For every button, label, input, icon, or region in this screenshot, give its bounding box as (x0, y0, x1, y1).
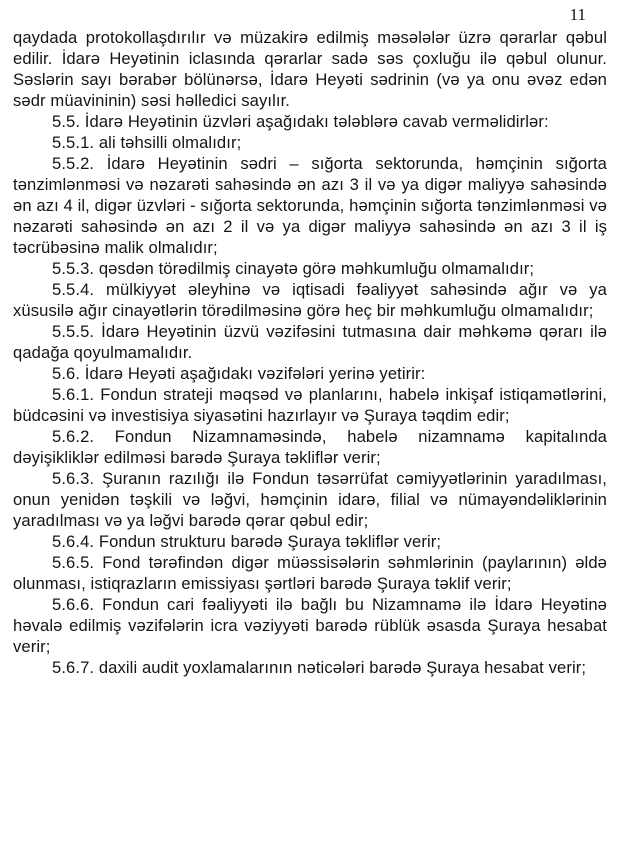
page-number: 11 (569, 5, 586, 24)
clause-5-6-6: 5.6.6. Fondun cari fəaliyyəti ilə bağlı bu Nizamnamə ilə İdarə Heyətinə həvalə edilmiş vəzifələrin icra vəziyyəti barədə rüblük əsasda Şuraya hesabat verir; (13, 595, 607, 656)
clause-5-6-1: 5.6.1. Fondun strateji məqsəd və planlarını, habelə inkişaf istiqamətlərini, büdcəsini və investisiya siyasətini hazırlayır və Şuraya təqdim edir; (13, 385, 607, 425)
clause-5-5-3: 5.5.3. qəsdən törədilmiş cinayətə görə məhkumluğu olmamalıdır; (52, 259, 535, 278)
clause-5-5: 5.5. İdarə Heyətinin üzvləri aşağıdakı tələblərə cavab verməlidirlər: (52, 112, 549, 131)
clause-5-5-4: 5.5.4. mülkiyyət əleyhinə və iqtisadi fəaliyyət sahəsində ağır və ya xüsusilə ağır cinayətlərin törədilməsinə görə heç bir məhkumluğu olmamalıdır; (13, 280, 607, 320)
clause-5-6-4: 5.6.4. Fondun strukturu barədə Şuraya təkliflər verir; (52, 532, 442, 551)
clause-5-6: 5.6. İdarə Heyəti aşağıdakı vəzifələri yerinə yetirir: (52, 364, 426, 383)
clause-5-6-5: 5.6.5. Fond tərəfindən digər müəssisələrin səhmlərinin (paylarının) əldə olunması, istiqrazların emissiyası şərtləri barədə Şuraya təklif verir; (13, 553, 607, 593)
clause-5-6-3: 5.6.3. Şuranın razılığı ilə Fondun təsərrüfat cəmiyyətlərinin yaradılması, onun yenidən təşkili və ləğvi, həmçinin idarə, filial və nümayəndəliklərinin yaradılması və ya ləğvi barədə qərar qəbul edir; (13, 469, 607, 530)
clause-5-5-2: 5.5.2. İdarə Heyətinin sədri – sığorta sektorunda, həmçinin sığorta tənzimlənməsi və nəzarəti sahəsində ən azı 3 il və ya digər maliyyə sahəsində ən azı 4 il, digər üzvləri - sığorta sektorunda, həmçinin sığorta tənzimlənməsi və nəzarəti sahəsində ən azı 2 il və ya digər maliyyə sahəsində ən azı 3 il iş təcrübəsinə malik olmalıdır; (13, 154, 607, 257)
clause-5-6-7: 5.6.7. daxili audit yoxlamalarının nəticələri barədə Şuraya hesabat verir; (52, 658, 587, 677)
clause-5-5-1: 5.5.1. ali təhsilli olmalıdır; (52, 133, 242, 152)
clause-5-5-5: 5.5.5. İdarə Heyətinin üzvü vəzifəsini tutmasına dair məhkəmə qərarı ilə qadağa qoyulmamalıdır. (13, 322, 607, 362)
paragraph-continuation: qaydada protokollaşdırılır və müzakirə edilmiş məsələlər üzrə qərarlar qəbul edilir. İdarə Heyətinin iclasında qərarlar sadə səs çoxluğu ilə qəbul olunur. Səslərin sayı bərabər bölünərsə, İdarə Heyəti sədrinin (və ya onu əvəz edən sədr müavininin) səsi həlledici sayılır. (13, 28, 607, 110)
clause-5-6-2: 5.6.2. Fondun Nizamnaməsində, habelə nizamnamə kapitalında dəyişikliklər edilməsi barədə Şuraya təkliflər verir; (13, 427, 607, 467)
